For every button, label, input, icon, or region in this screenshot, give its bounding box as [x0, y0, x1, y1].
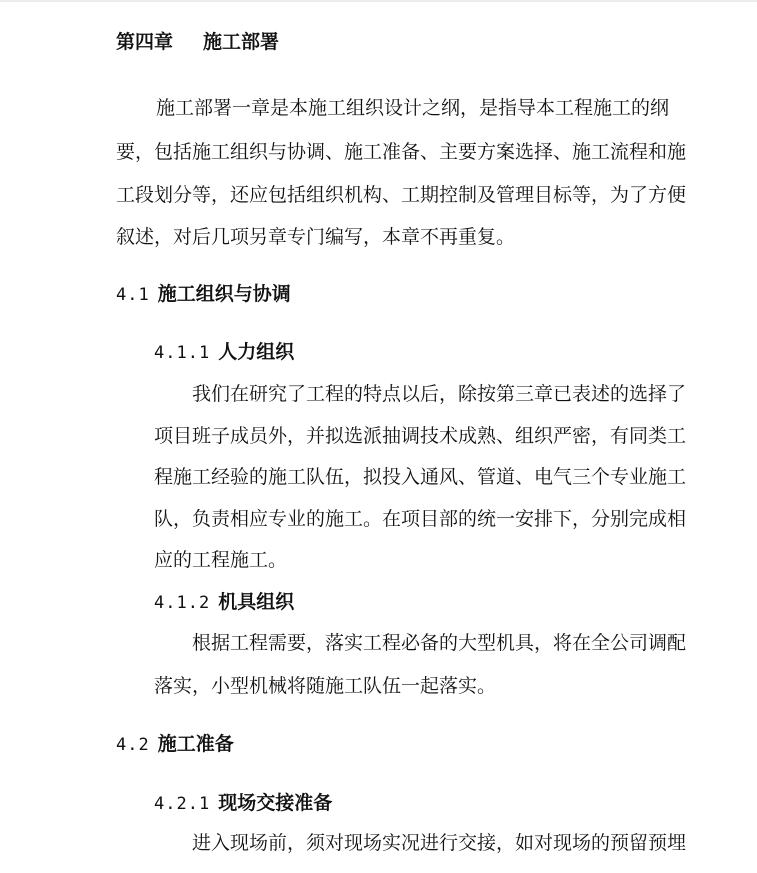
subsection-heading-4-1-1 — [154, 339, 294, 366]
chapter-heading — [116, 29, 279, 55]
section-heading-4-1 — [116, 281, 291, 308]
subsection-heading-4-1-2 — [154, 589, 294, 616]
chapter-number: 第四章 — [116, 31, 174, 53]
paragraph-line: 落实，小型机械将随施工队伍一起落实。 — [154, 675, 497, 697]
section-heading-4-2 — [116, 731, 234, 758]
section-title: 施工组织与协调 — [157, 283, 291, 305]
intro-line: 叙述，对后几项另章专门编写，本章不再重复。 — [116, 226, 516, 248]
subsection-number: 4.1.1 — [154, 343, 211, 363]
subsection-title: 机具组织 — [218, 591, 295, 613]
subsection-heading-4-2-1 — [154, 790, 332, 817]
subsection-number: 4.1.2 — [154, 593, 211, 613]
paragraph-line: 根据工程需要，落实工程必备的大型机具，将在全公司调配 — [192, 632, 687, 654]
chapter-title: 施工部署 — [203, 31, 280, 53]
paragraph-line: 项目班子成员外，并拟选派抽调技术成熟、组织严密，有同类工 — [154, 425, 687, 447]
paragraph-line: 进入现场前，须对现场实况进行交接，如对现场的预留预埋 — [192, 832, 687, 854]
paragraph-line: 程施工经验的施工队伍，拟投入通风、管道、电气三个专业施工 — [154, 466, 687, 488]
section-title: 施工准备 — [157, 733, 234, 755]
page-top-border — [0, 0, 757, 2]
paragraph-line: 我们在研究了工程的特点以后，除按第三章已表述的选择了 — [192, 383, 687, 405]
intro-line: 施工部署一章是本施工组织设计之纲，是指导本工程施工的纲 — [156, 97, 670, 119]
subsection-title: 人力组织 — [218, 341, 295, 363]
section-number: 4.1 — [116, 285, 150, 305]
intro-line: 工段划分等，还应包括组织机构、工期控制及管理目标等，为了方便 — [116, 184, 687, 206]
subsection-number: 4.2.1 — [154, 794, 211, 814]
paragraph-line: 队，负责相应专业的施工。在项目部的统一安排下，分别完成相 — [154, 508, 687, 530]
paragraph-line: 应的工程施工。 — [154, 549, 288, 571]
section-number: 4.2 — [116, 735, 150, 755]
subsection-title: 现场交接准备 — [218, 792, 333, 814]
intro-line: 要，包括施工组织与协调、施工准备、主要方案选择、施工流程和施 — [116, 141, 687, 163]
